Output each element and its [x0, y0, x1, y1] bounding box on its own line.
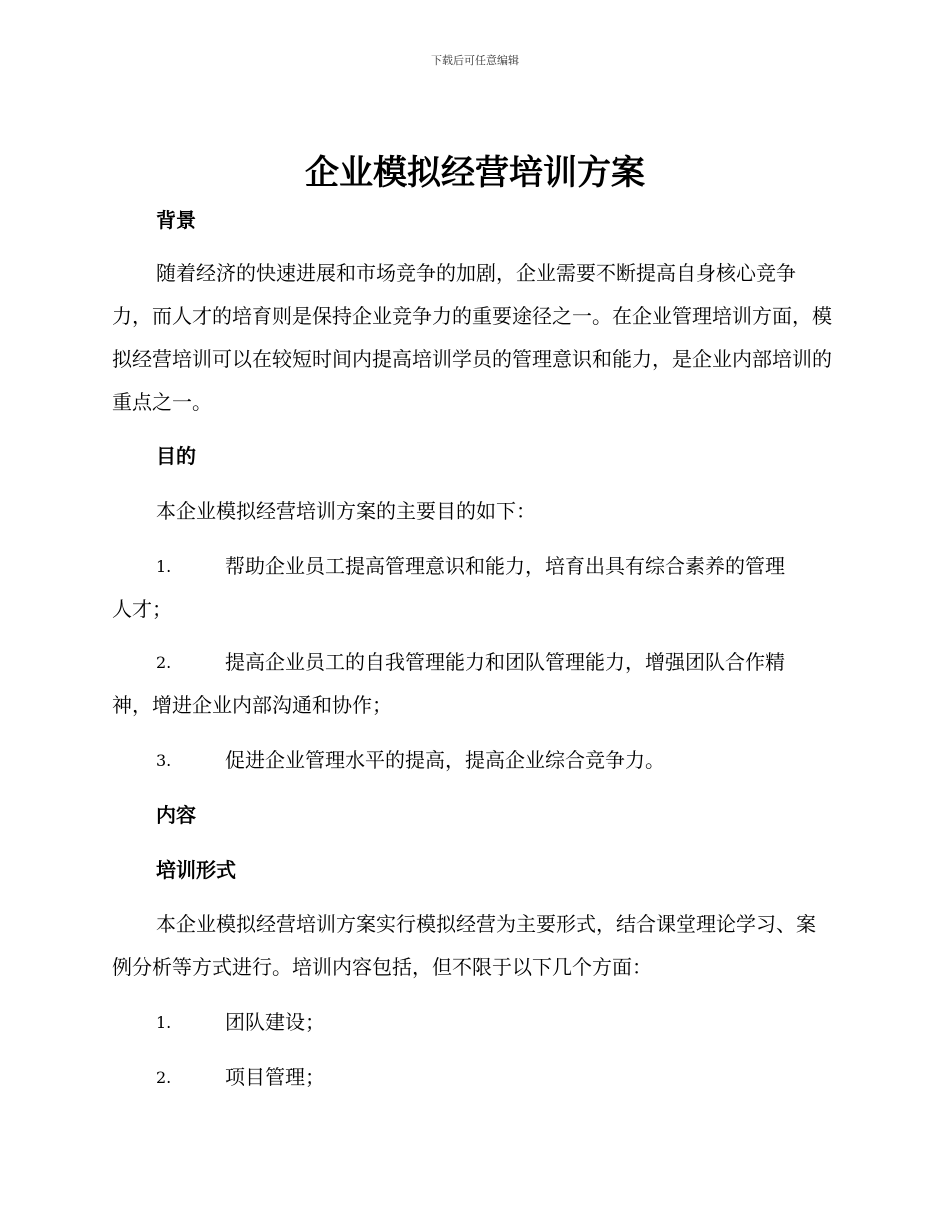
heading-content: 内容 [156, 803, 196, 827]
heading-purpose: 目的 [156, 444, 196, 468]
purpose-item-1 [112, 545, 834, 631]
list-item-line: 项目管理； [225, 1065, 325, 1089]
list-item-line: 提高企业员工的自我管理能力和团队管理能力，增强团队合作精 [225, 650, 785, 674]
list-item-line: 帮助企业员工提高管理意识和能力，培育出具有综合素养的管理 [225, 554, 785, 578]
content-item-1 [112, 1001, 834, 1044]
subheading-training-format: 培训形式 [156, 858, 236, 882]
page-header: 下载后可任意编辑 [431, 54, 519, 67]
list-number: 1. [156, 557, 172, 576]
list-item-line: 团队建设； [225, 1010, 325, 1034]
list-number: 3. [156, 751, 172, 770]
purpose-intro: 本企业模拟经营培训方案的主要目的如下： [156, 499, 536, 523]
document-title: 企业模拟经营培训方案 [305, 153, 645, 193]
purpose-item-3 [112, 739, 834, 782]
content-item-2 [112, 1056, 834, 1099]
heading-background: 背景 [156, 208, 196, 232]
background-paragraph: 随着经济的快速进展和市场竞争的加剧，企业需要不断提高自身核心竞争力，而人才的培育则是保持企业竞争力的重要途径之一。在企业管理培训方面，模拟经营培训可以在较短时间内提高培训学员的管理意识和能力，是企业内部培训的重点之一。 [112, 261, 832, 414]
content-paragraph: 本企业模拟经营培训方案实行模拟经营为主要形式，结合课堂理论学习、案例分析等方式进行。培训内容包括，但不限于以下几个方面： [112, 912, 816, 979]
list-item-line: 促进企业管理水平的提高，提高企业综合竞争力。 [225, 748, 665, 772]
list-number: 2. [156, 653, 172, 672]
purpose-item-2 [112, 641, 834, 727]
list-number: 1. [156, 1013, 172, 1032]
list-item-line: 人才； [112, 597, 172, 621]
list-number: 2. [156, 1068, 172, 1087]
list-item-line: 神，增进企业内部沟通和协作； [112, 693, 392, 717]
